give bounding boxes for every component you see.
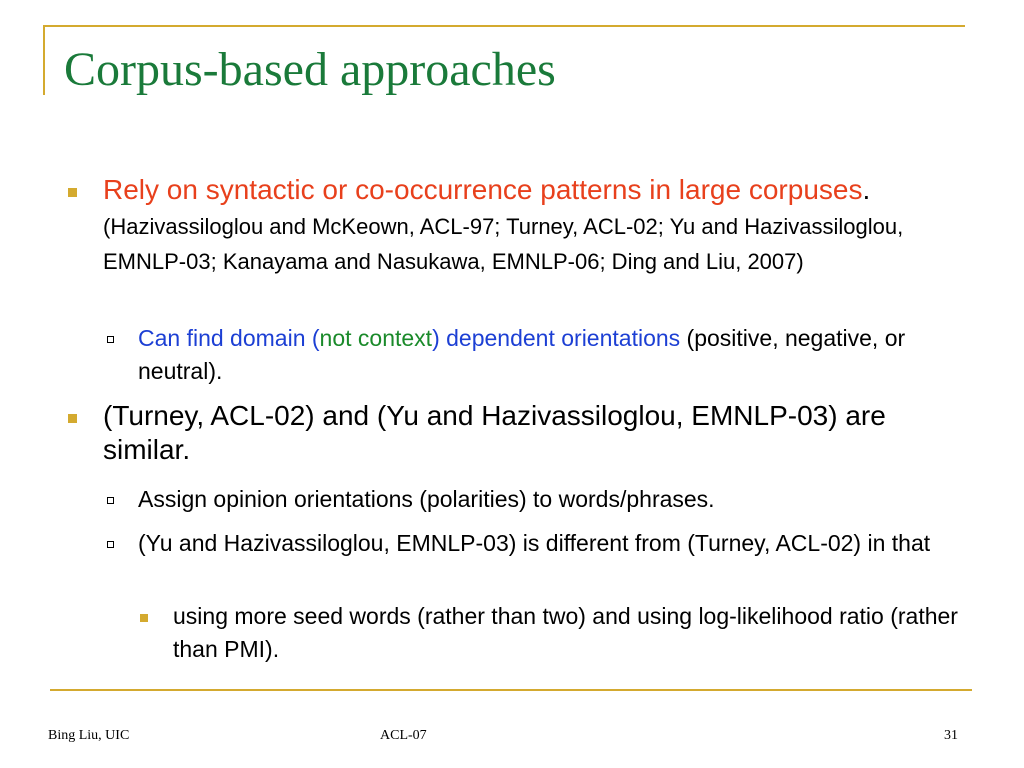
bullet-2-sub-2-sub-1: using more seed words (rather than two) and using log-likelihood ratio (rather than PMI).	[173, 603, 958, 662]
slide-title: Corpus-based approaches	[64, 43, 556, 96]
hollow-square-bullet-icon	[107, 497, 114, 504]
top-rule	[43, 25, 965, 27]
hollow-square-bullet-icon	[107, 541, 114, 548]
square-bullet-icon	[68, 414, 77, 423]
bottom-rule	[50, 689, 972, 691]
bullet-1-citation: (Hazivassiloglou and McKeown, ACL-97; Turney, ACL-02; Yu and Hazivassiloglou, EMNLP-03; Kanayama and Nasukawa, EMNLP-06; Ding and Liu, 2007)	[103, 214, 904, 274]
page-number: 31	[944, 728, 958, 743]
sub-1-part4: (positive, negative, or neutral).	[138, 325, 906, 384]
square-bullet-icon	[140, 614, 148, 622]
bullet-2-main: (Turney, ACL-02) and (Yu and Hazivassiloglou, EMNLP-03) are similar.	[103, 400, 886, 465]
bullet-1-punct: .	[862, 174, 871, 205]
left-rule	[43, 25, 45, 95]
bullet-1	[103, 173, 963, 278]
bullet-2-sub-1: Assign opinion orientations (polarities) to words/phrases.	[138, 486, 715, 512]
hollow-square-bullet-icon	[107, 336, 114, 343]
bullet-1-main: Rely on syntactic or co-occurrence patterns in large corpuses	[103, 174, 863, 205]
footer-venue: ACL-07	[380, 728, 427, 743]
sub-1-part1: Can find domain (	[138, 325, 320, 351]
sub-1-part3: ) dependent orientations	[432, 325, 681, 351]
sub-1-part2: not context	[319, 325, 433, 351]
bullet-2-sub-2: (Yu and Hazivassiloglou, EMNLP-03) is different from (Turney, ACL-02) in that	[138, 530, 931, 556]
bullet-1-sub-1	[138, 322, 948, 388]
footer-author: Bing Liu, UIC	[48, 728, 130, 743]
square-bullet-icon	[68, 188, 77, 197]
bullet-2	[103, 399, 963, 467]
